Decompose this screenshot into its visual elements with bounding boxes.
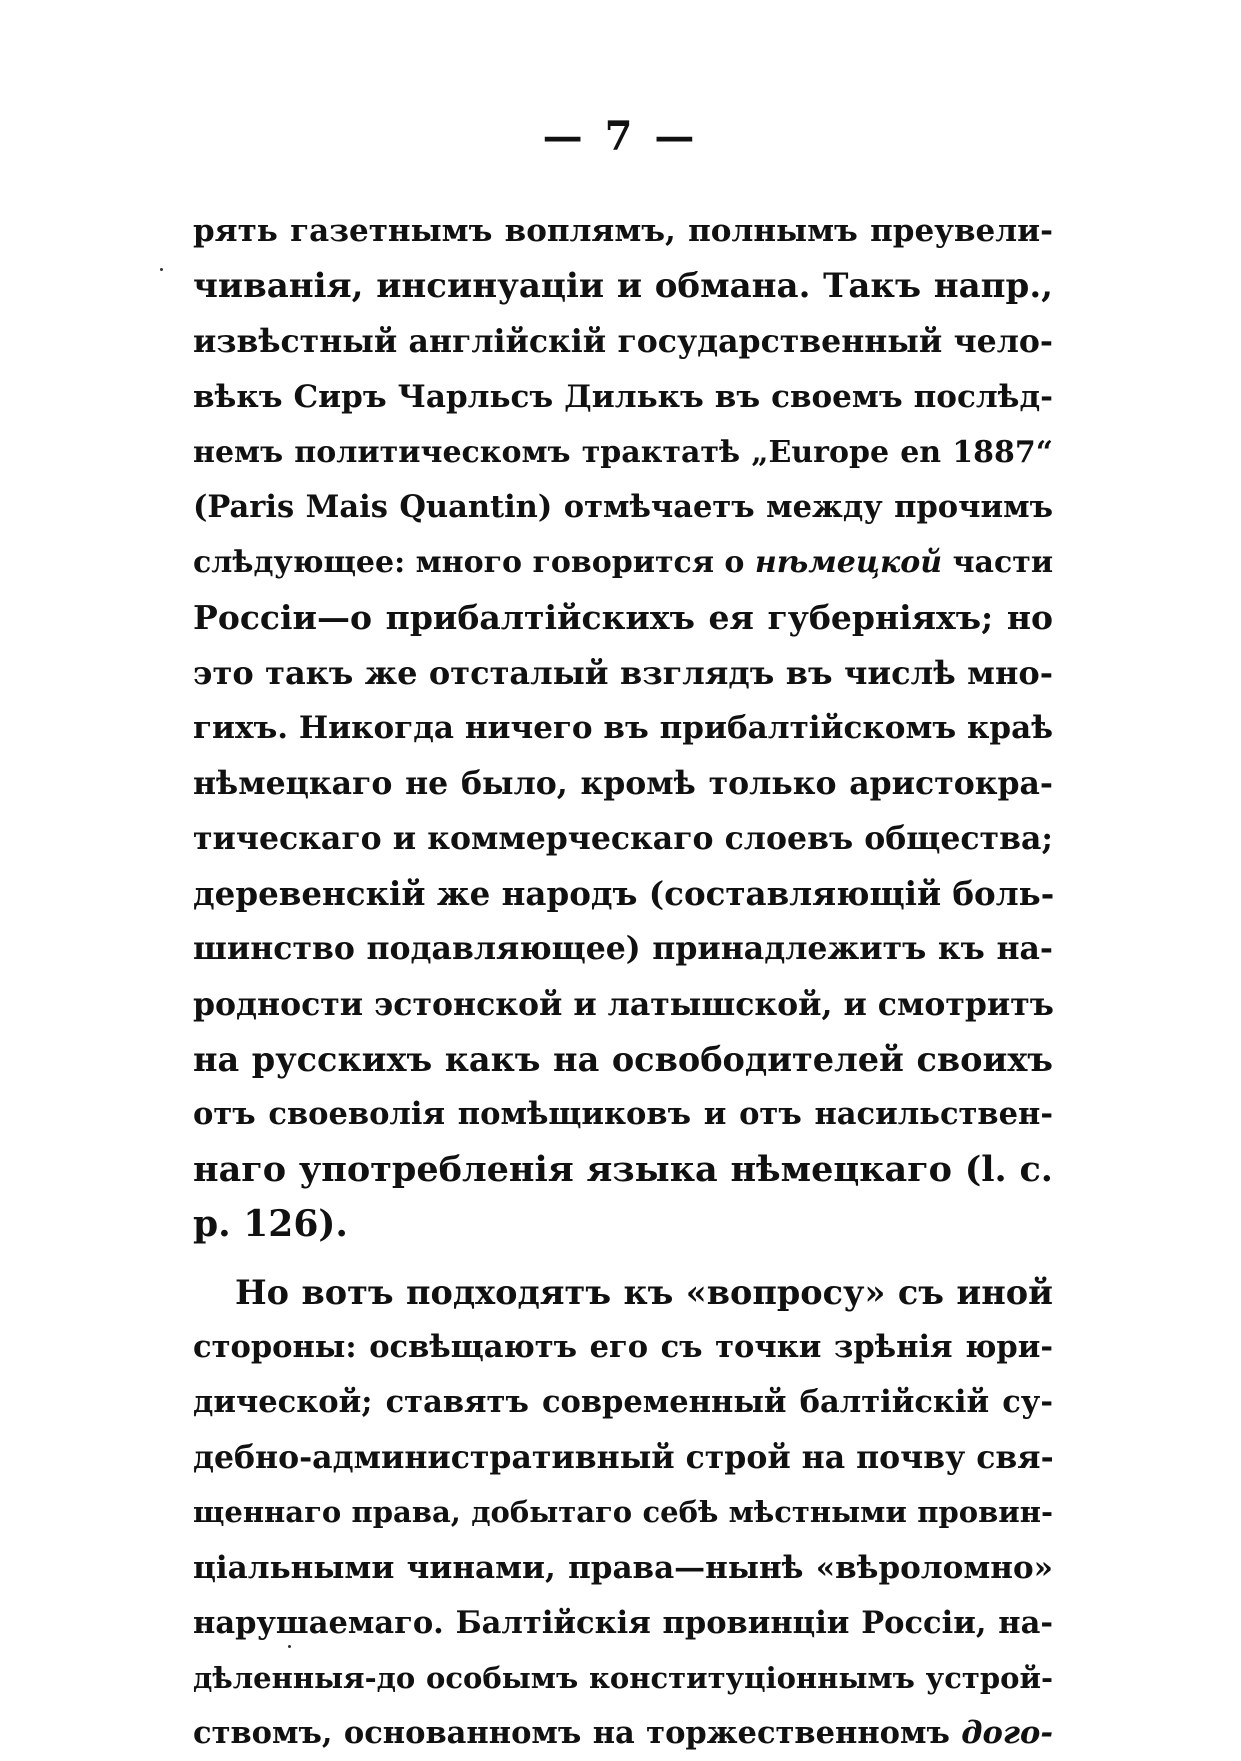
text-line: дебно-административный строй на почву свя- <box>193 1439 1054 1477</box>
text-line: немъ политическомъ трактатѣ „Europe en 1887“ <box>193 434 1053 470</box>
text-line: p. 126). <box>193 1203 348 1246</box>
text-line: ціальными чинами, права—нынѣ «вѣроломно» <box>193 1549 1053 1586</box>
body-text <box>193 204 1053 1761</box>
text-line: (Paris Mais Quantin) отмѣчаетъ между прочимъ <box>193 488 1053 525</box>
paragraph-1 <box>193 204 1053 1253</box>
paragraph-2 <box>193 1265 1053 1761</box>
text-segment: части <box>952 545 1054 581</box>
text-line: это такъ же отсталый взглядъ въ числѣ мно- <box>193 653 1053 692</box>
text-line: щеннаго права, добытаго себѣ мѣстными провин- <box>193 1495 1053 1530</box>
text-line: Но вотъ подходятъ къ «вопросу» съ иной <box>235 1272 1053 1312</box>
paragraph-gap <box>193 1253 1053 1265</box>
text-line: чиванія, инсинуаціи и обмана. Такъ напр., <box>193 266 1053 307</box>
text-line: Россіи—о прибалтійскихъ ея губерніяхъ; но <box>193 598 1053 638</box>
text-segment: слѣдующее: много говорится о <box>193 545 745 581</box>
text-line: наго употребленія языка нѣмецкаго (l. c. <box>193 1149 1053 1191</box>
text-line: нарушаемаго. Балтійскія провинціи Россіи, на- <box>193 1604 1053 1641</box>
emphasized-word: дого- <box>961 1715 1053 1752</box>
text-line: вѣкъ Сиръ Чарльсъ Дилькъ въ своемъ послѣд- <box>193 378 1053 415</box>
text-line: деревенскій же народъ (составляющій боль- <box>193 874 1055 914</box>
print-speck <box>288 1645 291 1648</box>
text-line: дѣленныя-до особымъ конституціоннымъ устрой- <box>193 1660 1053 1695</box>
text-line: нѣмецкаго не было, кромѣ только аристокра- <box>193 764 1053 802</box>
text-line: родности эстонской и латышской, и смотритъ <box>193 985 1054 1023</box>
text-line: извѣстный англійскій государственный чело- <box>193 323 1053 361</box>
text-line: дической; ставятъ современный балтійскій су- <box>193 1383 1053 1420</box>
text-segment: ствомъ, основанномъ на торжественномъ <box>193 1715 950 1752</box>
page-number: — 7 — <box>542 113 699 160</box>
text-line: рять газетнымъ воплямъ, полнымъ преувели- <box>193 213 1053 249</box>
text-line: тическаго и коммерческаго слоевъ общества; <box>193 820 1053 858</box>
emphasized-word: нѣмецкой <box>754 545 943 581</box>
print-speck <box>160 268 163 271</box>
text-line: на русскихъ какъ на освободителей своихъ <box>193 1039 1053 1079</box>
text-line: гихъ. Никогда ничего въ прибалтійскомъ краѣ <box>193 709 1053 746</box>
text-line-with-emphasis <box>193 535 1053 590</box>
text-line: шинство подавляющее) принадлежитъ къ на- <box>193 930 1053 968</box>
text-line: стороны: освѣщаютъ его съ точки зрѣнія юри- <box>193 1328 1053 1365</box>
text-line: отъ своеволія помѣщиковъ и отъ насильствен- <box>193 1096 1053 1132</box>
text-line-with-emphasis <box>193 1706 1053 1761</box>
